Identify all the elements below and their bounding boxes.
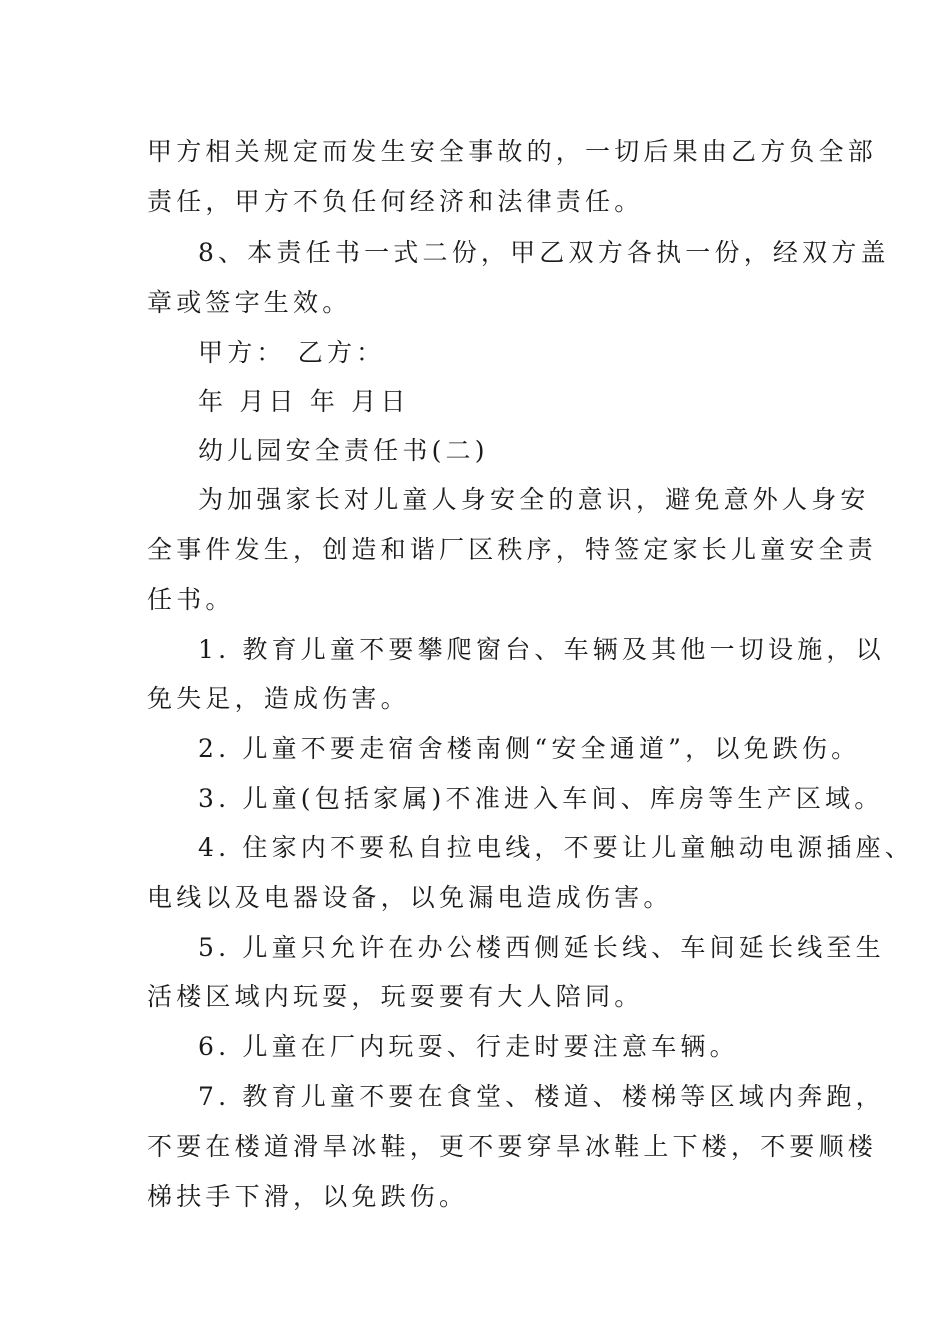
text-line: 为加强家长对儿童人身安全的意识，避免意外人身安 bbox=[198, 485, 870, 514]
text-line: 梯扶手下滑，以免跌伤。 bbox=[147, 1182, 469, 1211]
list-item: 6. 儿童在厂内玩耍、行走时要注意车辆。 bbox=[198, 1032, 739, 1061]
text-line: 电线以及电器设备，以免漏电造成伤害。 bbox=[147, 883, 673, 912]
text-line: 免失足，造成伤害。 bbox=[147, 684, 410, 713]
list-item: 2. 儿童不要走宿舍楼南侧“安全通道”，以免跌伤。 bbox=[198, 734, 861, 763]
text-line: 甲方相关规定而发生安全事故的，一切后果由乙方负全部 bbox=[147, 137, 878, 166]
list-item: 7. 教育儿童不要在食堂、楼道、楼梯等区域内奔跑， bbox=[198, 1082, 885, 1111]
text-line: 章或签字生效。 bbox=[147, 288, 352, 317]
section-title: 幼儿园安全责任书(二) bbox=[198, 436, 489, 465]
list-item: 1. 教育儿童不要攀爬窗台、车辆及其他一切设施，以 bbox=[198, 635, 885, 664]
text-line: 活楼区域内玩耍，玩耍要有大人陪同。 bbox=[147, 982, 644, 1011]
list-item: 3. 儿童(包括家属)不准进入车间、库房等生产区域。 bbox=[198, 784, 884, 813]
list-item: 5. 儿童只允许在办公楼西侧延长线、车间延长线至生 bbox=[198, 933, 885, 962]
signature-dates: 年 月日 年 月日 bbox=[198, 387, 410, 416]
text-line: 不要在楼道滑旱冰鞋，更不要穿旱冰鞋上下楼，不要顺楼 bbox=[147, 1132, 878, 1161]
text-line: 责任，甲方不负任何经济和法律责任。 bbox=[147, 187, 644, 216]
text-line: 全事件发生，创造和谐厂区秩序，特签定家长儿童安全责 bbox=[147, 535, 878, 564]
text-line: 8、本责任书一式二份，甲乙双方各执一份，经双方盖 bbox=[198, 238, 890, 267]
list-item: 4. 住家内不要私自拉电线，不要让儿童触动电源插座、 bbox=[198, 833, 915, 862]
text-line: 任书。 bbox=[147, 585, 235, 614]
signature-parties: 甲方： 乙方： bbox=[198, 338, 386, 367]
